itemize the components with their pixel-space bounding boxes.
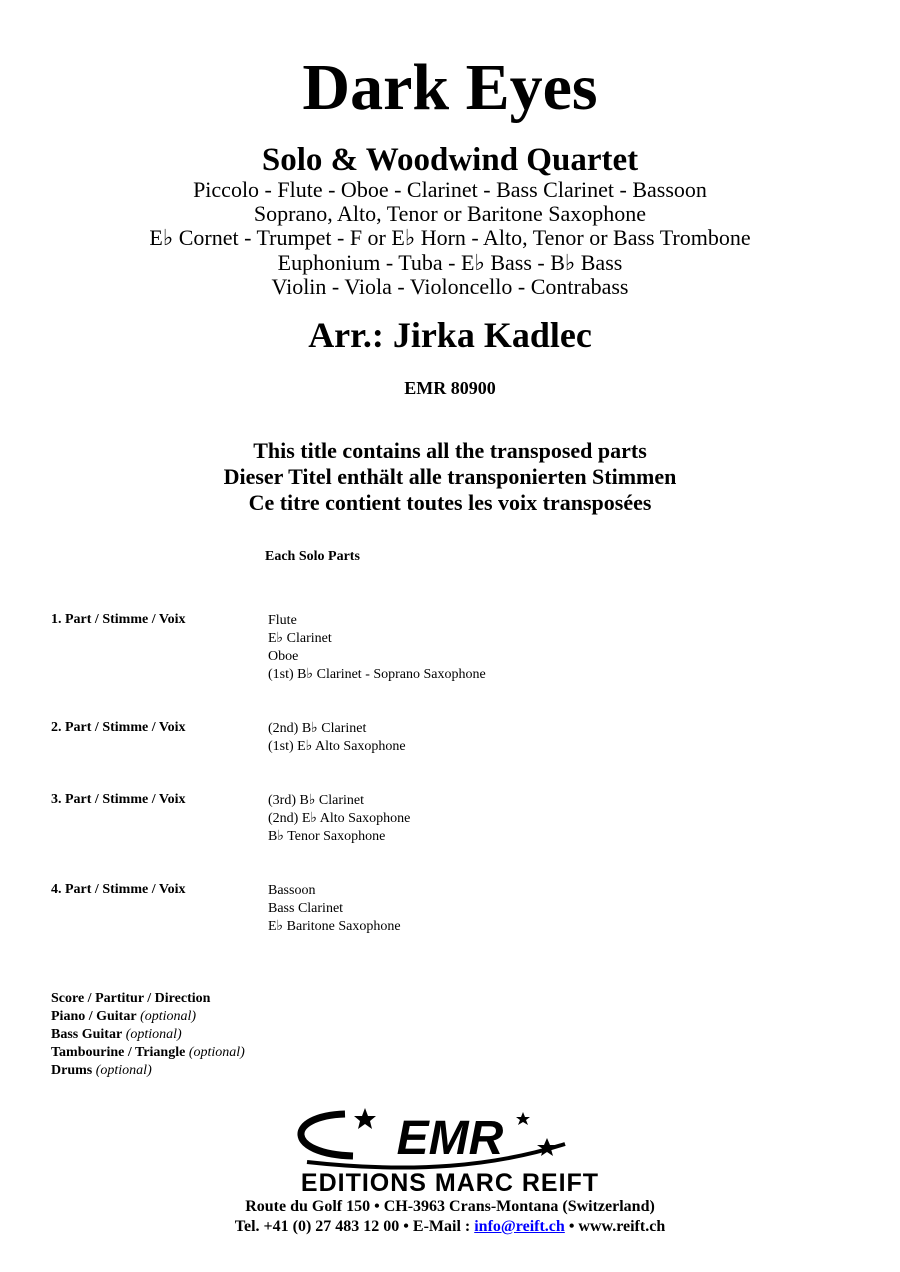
part-instrument: Oboe (268, 649, 299, 664)
extra-part: Score / Partitur / Direction (51, 991, 211, 1006)
arranger: Arr.: Jirka Kadlec (308, 315, 592, 355)
page-title: Dark Eyes (302, 51, 598, 124)
part-instrument: Flute (268, 613, 297, 628)
publisher-contact: Tel. +41 (0) 27 483 12 00 • E-Mail : info@reift.ch • www.reift.ch (234, 1218, 666, 1235)
part-instruments (268, 792, 410, 846)
instrument-line: Euphonium - Tuba - E♭ Bass - B♭ Bass (277, 249, 623, 275)
part-instrument: E♭ Baritone Saxophone (268, 919, 401, 934)
subtitle: Solo & Woodwind Quartet (261, 142, 639, 178)
publisher-address: Route du Golf 150 • CH-3963 Crans-Montana (Switzerland) (245, 1198, 655, 1215)
extra-parts-list (51, 990, 245, 1080)
instrument-line: Piccolo - Flute - Oboe - Clarinet - Bass Clarinet - Bassoon (193, 177, 707, 202)
star-icon (516, 1112, 530, 1125)
part-instruments (268, 882, 401, 936)
logo-text: EMR (396, 1112, 504, 1165)
part-instrument: (1st) E♭ Alto Saxophone (268, 739, 406, 754)
part-instrument: E♭ Clarinet (268, 631, 332, 646)
solo-parts-heading: Each Solo Parts (265, 549, 360, 564)
instrument-line: E♭ Cornet - Trumpet - F or E♭ Horn - Alto, Tenor or Bass Trombone (149, 225, 751, 251)
part-instrument: Bassoon (268, 883, 316, 898)
publisher-name: EDITIONS MARC REIFT (300, 1169, 600, 1197)
star-icon (537, 1138, 557, 1156)
instrument-list (0, 178, 900, 299)
notice-line-de: Dieser Titel enthält alle transponierten Stimmen (223, 464, 677, 489)
instrument-line: Violin - Viola - Violoncello - Contrabass (271, 273, 629, 299)
extra-part: Tambourine / Triangle (optional) (51, 1045, 245, 1060)
notice-line-fr: Ce titre contient toutes les voix transposées (248, 490, 652, 515)
part-label: 4. Part / Stimme / Voix (51, 882, 186, 897)
part-instrument: (2nd) E♭ Alto Saxophone (268, 811, 411, 826)
logo-swoosh (301, 1114, 353, 1156)
part-instrument: B♭ Tenor Saxophone (268, 829, 386, 844)
part-instrument: Bass Clarinet (268, 901, 344, 916)
part-instrument: (3rd) B♭ Clarinet (268, 793, 365, 808)
notice-line-en: This title contains all the transposed parts (253, 438, 647, 463)
catalog-number: EMR 80900 (404, 378, 496, 398)
extra-part: Piano / Guitar (optional) (51, 1009, 197, 1024)
part-instrument: (1st) B♭ Clarinet - Soprano Saxophone (268, 667, 486, 682)
part-instruments (268, 720, 406, 756)
email-link[interactable]: info@reift.ch (474, 1218, 565, 1235)
part-label: 3. Part / Stimme / Voix (51, 792, 186, 807)
star-icon (354, 1108, 376, 1129)
part-instruments (268, 612, 486, 684)
part-label: 1. Part / Stimme / Voix (51, 612, 186, 627)
extra-part: Bass Guitar (optional) (51, 1027, 182, 1042)
extra-part: Drums (optional) (51, 1063, 152, 1078)
transposed-notice (0, 438, 900, 516)
part-label: 2. Part / Stimme / Voix (51, 720, 186, 735)
part-instrument: (2nd) B♭ Clarinet (268, 721, 367, 736)
instrument-line: Soprano, Alto, Tenor or Baritone Saxophone (253, 201, 647, 227)
